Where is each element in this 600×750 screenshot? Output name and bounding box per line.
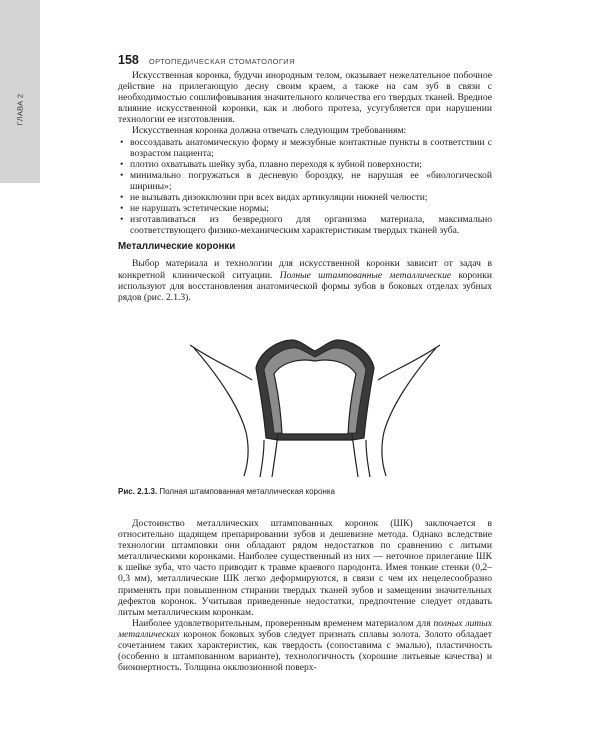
root-line-right [366, 440, 370, 477]
requirement-item: • воссоздавать анатомическую форму и межзубные контактные пункты в соответствии с возрастом пациента; [118, 137, 492, 159]
adjacent-tooth-left [194, 348, 248, 476]
intro-paragraph-1: Искусственная коронка, будучи инородным телом, оказывает нежелательное побочное действие на прилегающую десну своим краем, а также на сам зуб в связи с необходимостью сошлифовывания значительного количества его твердых тканей. Вредное влияние искусственной коронки, как и любого протеза, усугубляется при нарушении технологии ее изготовления. [118, 70, 492, 126]
chapter-label-text: ГЛАВА 2 [15, 93, 25, 125]
requirement-item: • плотно охватывать шейку зуба, плавно переходя к зубной поверхности; [118, 159, 492, 170]
section-paragraph [118, 258, 492, 302]
main-text-top [118, 70, 492, 303]
section-text-a: Выбор материала и технологии для искусственной коронки зависит от задач в конкретной клинической ситуации. [118, 258, 492, 281]
root-line-left [260, 440, 264, 477]
body-paragraph-1: Достоинство металлических штампованных коронок (ШК) заключается в относительно щадящем препарировании зубов и дешевизне метода. Однако вследствие технологии штамповки они обладают рядом недостатков по сравнению с литыми металлическими коронками. Наиболее существенный из них — неточное прилегание ШК к шейке зуба, что часто приводит к травме краевого пародонта. Имея тонкие стенки (0,2–0,3 мм), металлические ШК легко деформируются, в связи с чем их нецелесообразно применять при повышенном стирании твердых тканей зубов и замещении значительных дефектов коронок. Учитывая приведенные недостатки, предпочтение следует отдавать литым металлическим коронкам. [118, 518, 492, 618]
main-text-bottom [118, 518, 492, 673]
requirement-item: • минимально погружаться в десневую бороздку, не нарушая ее «биологической ширины»; [118, 170, 492, 192]
root-contour-left [272, 434, 278, 477]
section-text-b: коронки используют для восстановления анатомической формы зубов в боковых отделах зубных рядов (рис. 2.1.3). [118, 269, 492, 303]
running-header [118, 53, 492, 67]
gum-line-right [378, 345, 440, 380]
body-paragraph-2 [118, 618, 492, 673]
gum-line-left [190, 345, 252, 380]
running-title: ОРТОПЕДИЧЕСКАЯ СТОМАТОЛОГИЯ [148, 57, 295, 66]
tooth-stump [274, 360, 356, 434]
chapter-side-label [12, 84, 28, 134]
requirement-item: • не нарушать эстетические нормы; [118, 203, 492, 214]
body-text-a: Наиболее удовлетворительным, проверенным временем материалом для [132, 617, 434, 629]
figure-caption [118, 487, 492, 496]
figure-crown-illustration [190, 330, 440, 478]
requirement-item: • изготавливаться из безвредного для организма материала, максимально соответствующего физико-механическим характеристикам твердых тканей зуба. [118, 214, 492, 236]
body-text-b: коронок боковых зубов следует признать сплавы золота. Золото обладает сочетанием таких характеристик, как твердость (сопоставима с эмалью), пластичность (особенно в штампованном варианте), технологичность (хорошие литьевые качества) и биоинертность. Толщина окклюзионной поверх- [118, 628, 492, 674]
crown-diagram [190, 330, 440, 478]
requirement-item: • не вызывать дизокклюзии при всех видах артикуляции нижней челюсти; [118, 192, 492, 203]
section-heading: Металлические коронки [118, 241, 236, 253]
page-number: 158 [118, 53, 139, 67]
requirements-list [118, 137, 492, 237]
section-text-emphasis: Полные штампованные металлические [279, 269, 452, 281]
figure-caption-text: Полная штампованная металлическая коронка [157, 487, 335, 496]
adjacent-tooth-right [382, 348, 436, 476]
intro-paragraph-2: Искусственная коронка должна отвечать следующим требованиям: [132, 125, 407, 137]
root-contour-right [352, 434, 358, 477]
figure-label: Рис. 2.1.3. [118, 487, 158, 496]
body-text-emphasis: полных литых металлических [118, 617, 492, 640]
